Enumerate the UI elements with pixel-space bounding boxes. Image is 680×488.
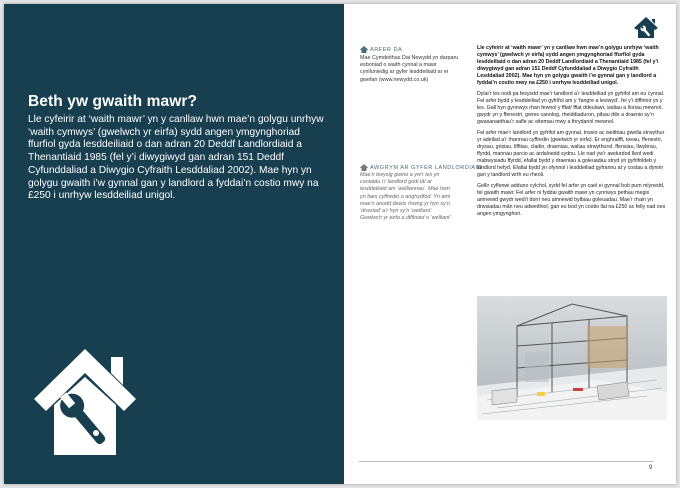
main-paragraph: Lle cyfeirir at ‘waith mawr’ yn y canllaw hwn mae’n golygu unrhyw ‘waith cymwys’ (gwelwch yr eirfa) sydd angen ymgynghoriad ffurfiol gyda lesddeiliaid o dan adran 20 Deddf Landlordiaid a Thenantiaid 1985 (fel y’i diwygiwyd gan adran 151 Deddf Cyfunddaliad a Diwygio Cyfraith Lesddaliad 2002). Mae hyn yn golygu gwaith i’w gynnal gan y landlord a fyddai’n costio mwy na £250 i unrhyw lesddeiliad unigol. [477, 45, 659, 86]
section-intro: Lle cyfeirir at ‘waith mawr’ yn y canllaw hwn mae’n golygu unrhyw ‘waith cymwys’ (gwelwch yr eirfa) sydd angen ymgynghoriad ffurfiol gyda lesddeiliaid o dan adran 20 Deddf Landlordiaid a Thenantiaid 1985 (fel y’i diwygiwyd gan adran 151 Deddf Cyfunddaliad a Diwygio Cyfraith Lesddaliad 2002). Mae hyn yn golygu gwaith i’w gynnal gan y landlord a fyddai’n costio mwy na £250 i unrhyw lesddeiliad unigol. [28, 114, 324, 202]
construction-plans-photo [477, 296, 667, 420]
main-paragraph: Fel arfer mae’r landlord yn gyfrifol am gynnal, trwsio ac weithiau gwella strwythur yr adeilad a’r rhannau cyffredin (gwelwch yr eirfa). Er enghraifft, toeau, ffenestri, drysau, grisiau, lifftiau, cladin, draeniau, waliau strwythurol, ffensiau, llwybrau, ffyrdd, mannau parcio ac ardaloedd sydnu. Lle nad yw’r awdurdod lleol wedi mabwysiadu ffyrdd, efallai bydd y draeniau a goleuadau stryd yn gyfrifoldeb y landlord hefyd. Efallai bydd yn ofynnol i lesddeiliad gyfrannu at y costau a dynnir gan y landlord wrth eu rheoli. [477, 130, 665, 178]
left-page [4, 4, 344, 484]
good-practice-text: Mae Cymdeithas Dai Newydd yn darparu esboniad o waith cynnal a mawr cynlluniedig ar gyfer lesddeiliaid ar ei gwefan (www.newydd.co.uk) [360, 55, 459, 83]
landlord-advice-label [360, 164, 482, 171]
construction-plans-photo-art [477, 296, 667, 420]
page-number: 9 [649, 465, 653, 471]
landlord-advice-text: Mae’n bwysig gwirio a yw’r les yn caniatáu i’r landlord godi tâl ar lesddeiliaid am ‘welliannau’. Mae hwn yn faes cyffredin o anghydfod. Yn aml mae’n anodd dewis rhwng yr hyn sy’n ‘drwsiad’ a’r hyn sy’n ‘welliant’. Gwelwch yr eirfa a diffiniad o ‘welliant’ [360, 172, 451, 222]
footer-divider [359, 461, 654, 462]
house-wrench-icon [633, 16, 659, 39]
house-wrench-icon [360, 46, 368, 53]
good-practice-label-text: ARFER DA [370, 46, 403, 53]
landlord-advice-label-text: AWGRYM AR GYFER LANDLORDIAID [370, 164, 483, 171]
right-page [344, 4, 676, 484]
house-wrench-icon [32, 347, 138, 459]
good-practice-label [360, 46, 402, 53]
main-column [477, 45, 667, 222]
main-paragraph: Gellir cyflenwi adduno cylchol, sydd fel arfer yn cael ei gynnal bob pum mlynedd, fel gwaith mawr. Fel arfer ni fyddai gwaith mawr yn cynnwys pethau megis amnewid gwydr wedi’i dorri neu amnewid bylbiau goleuadau. Mae’r rhain yn drwsiadau mân neu adweithiol, gan eu bod yn costio llai na £250 ac felly nad oes angen ymgynghori. [477, 183, 666, 217]
main-paragraph: Dylai’r les nodi pa fesysdd mae’r landlord a’r lesddeiliad yn gyfrifol am eu cynnal. Fel arfer bydd y lesddeiliad yn gyfrifol am y ‘fangre a lesiwyd’, fel y’i diffinnir yn y les. Gall hyn gynnwys rhan fewnol y fflat/ fflat ddeulawr, waliau a lloriau mewnol, gwydr yn y ffenestri, gwres canolog, rheiddiaduron, pibau dŵr a draenio sy’n gwasanaethau’r safle ac eitemau mwy a thrydanol mewnol. [477, 91, 665, 125]
section-title: Beth yw gwaith mawr? [28, 93, 198, 110]
house-wrench-icon [360, 164, 368, 171]
document-spread [4, 4, 676, 484]
